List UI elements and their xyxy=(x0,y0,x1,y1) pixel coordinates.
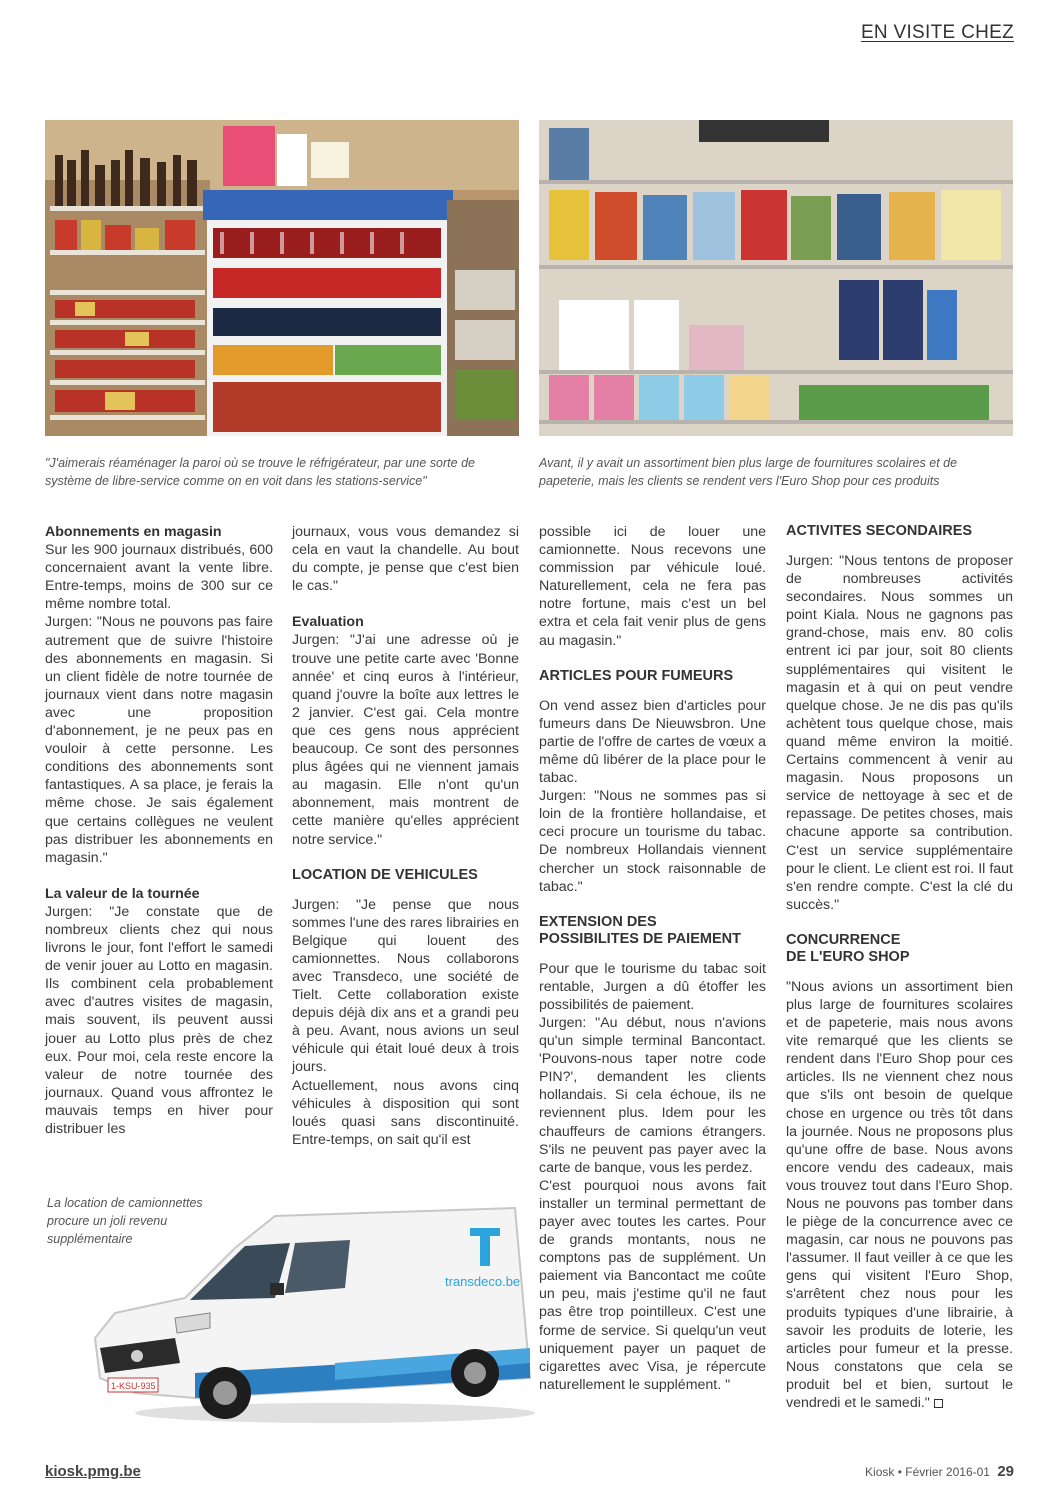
paragraph: Jurgen: "Je constate que de nombreux clients chez qui nous livrons le jour, font l'effort le samedi de venir jouer au Lotto en magasin. Ils combinent cela probablement avec d'autres visites de magasin, mais souvent, ils peuvent aussi jouer au Lotto plus près de chez eux. Pour moi, cela reste encore la valeur de notre tournée des journaux. Quand vous affrontez le mauvais temps en hiver pour distribuer les xyxy=(45,903,273,1137)
heading-extension-paiement: EXTENSION DES POSSIBILITES DE PAIEMENT xyxy=(539,913,741,947)
stationery-shelves-illustration xyxy=(539,120,1013,436)
subheading-abonnements: Abonnements en magasin xyxy=(45,524,222,540)
van-photo xyxy=(45,1180,521,1420)
paragraph: Jurgen: "Nous tentons de proposer de nombreuses activités secondaires. Nous sommes un point Kiala. Nous ne gagnons pas grand-chose, mais env. 80 colis entrent ici par jour, soit 80 clients supplémentaires qui visitent le magasin et à qui on peut vendre quelque chose. Je ne dis pas qu'ils achètent tous quelque chose, mais quand même environ la moitié. Certains commencent à venir au magasin. Nous proposons un service de nettoyage à sec et de repassage. De petites choses, mais chacune apporte sa contribution. C'est un service supplémentaire pour le client. Le client est roi. Il faut s'en rendre compte. C'est la clé du succès." xyxy=(786,553,1013,913)
paragraph: Pour que le tourisme du tabac soit rentable, Jurgen a dû étoffer les possibilités de paiement. xyxy=(539,960,766,1013)
article-column-2 xyxy=(292,523,519,1149)
paragraph: Sur les 900 journaux distribués, 600 concernaient avant la vente libre. Entre-temps, moins de 300 sur ce même nombre total. xyxy=(45,542,273,613)
article-column-3 xyxy=(539,523,766,1394)
paragraph: Jurgen: "Je pense que nous sommes l'une des rares librairies en Belgique qui louent des camionnettes. Nous collaborons avec Transdeco, une société de Tielt. Cette collaboration existe depuis déjà dix ans et a grandi peu à peu. Avant, nous avions un seul véhicule qui était loué deux à trois jours. xyxy=(292,896,519,1076)
paragraph: Jurgen: "Nous ne pouvons pas faire autrement que de suivre l'histoire des abonnements en magasin. Si un client fidèle de notre tournée de journaux vient dans notre magasin avec une proposition d'abonnement, je ne peux pas en vouloir à cette personne. Les conditions des abonnements sont fantastiques. A sa place, je ferais la même chose. Je sais également que certains collègues ne veulent pas distribuer les abonnements en magasin." xyxy=(45,614,273,866)
heading-concurrence-euro-shop: CONCURRENCE DE L'EURO SHOP xyxy=(786,931,910,965)
paragraph: Jurgen: "J'ai une adresse où je trouve une petite carte avec 'Bonne année' et cinq euros à l'intérieur, quand j'ouvre la boîte aux lettres le 2 janvier. C'est gai. Cela montre que ces gens nous apprécient beaucoup. Ce sont des personnes plus âgées qui ne viennent jamais au magasin. Elle n'ont qu'un abonnement, mais montrent de cette manière qu'elles apprécient notre service." xyxy=(292,632,519,848)
paragraph: possible ici de louer une camionnette. Nous recevons une commission par véhicule loué. Naturellement, cela ne fera pas notre fortune, mais c'est un bel extra et cela fait venir plus de gens au magasin." xyxy=(539,524,766,649)
paragraph: Jurgen: "Nous ne sommes pas si loin de la frontière hollandaise, et ceci procure un tourisme du tabac. De nombreux Hollandais viennent chercher un stock raisonnable de tabac." xyxy=(539,788,766,895)
subheading-valeur-tournee: La valeur de la tournée xyxy=(45,885,200,902)
paragraph: journaux, vous vous demandez si cela en vaut la chandelle. Au bout du compte, je pense que c'est bien le cas." xyxy=(292,524,519,595)
issue-label: Kiosk • Février 2016-01 xyxy=(865,1465,990,1479)
footer-website-link[interactable]: kiosk.pmg.be xyxy=(45,1463,141,1480)
van-plate-text: 1-KSU-935 xyxy=(111,1381,156,1391)
article-column-1 xyxy=(45,523,273,1138)
paragraph: On vend assez bien d'articles pour fumeurs dans De Nieuwsbron. Une partie de l'offre de cartes de vœux a même dû libérer de la place pour le tabac. xyxy=(539,697,766,787)
shop-refrigerator-illustration xyxy=(45,120,519,436)
article-column-4 xyxy=(786,523,1013,1412)
van-brand-text: transdeco.be xyxy=(445,1274,521,1289)
end-of-article-mark xyxy=(934,1399,943,1408)
footer-issue-info xyxy=(865,1463,1014,1480)
section-label: EN VISITE CHEZ xyxy=(860,22,1014,43)
right-photo-caption: Avant, il y avait un assortiment bien plus large de fournitures scolaires et de papeterie, mais les clients se rendent vers l'Euro Shop pour ces produits xyxy=(539,456,958,488)
subheading-evaluation: Evaluation xyxy=(292,614,364,631)
stationery-shelves-photo xyxy=(539,120,1013,436)
shop-refrigerator-photo xyxy=(45,120,519,436)
heading-articles-fumeurs: ARTICLES POUR FUMEURS xyxy=(539,667,734,684)
heading-activites-secondaires: ACTIVITES SECONDAIRES xyxy=(786,523,973,539)
paragraph: C'est pourquoi nous avons fait installer un terminal permettant de payer avec toutes les cartes. Pour de grands montants, nous ne comptons pas de supplément. Un paiement via Bancontact me coûte un peu, mais j'estime qu'il ne faut pas être trop pointilleux. C'est une forme de service. Si quelqu'un veut uniquement payer un paquet de cigarettes avec Visa, je répercute naturellement le supplément. " xyxy=(539,1177,766,1393)
paragraph: Jurgen: "Au début, nous n'avions qu'un simple terminal Bancontact. 'Pouvons-nous taper notre code PIN?', demandent les clients hollandais. Si cela échoue, ils ne reviennent plus. Idem pour les chauffeurs de camions étrangers. S'ils ne peuvent pas payer avec la carte de banque, vous les perdez. xyxy=(539,1014,766,1176)
paragraph: "Nous avions un assortiment bien plus large de fournitures scolaires et de papeterie, mais nous avons vite remarqué que les clients se rendent dans l'Euro Shop pour ces articles. Ils ne viennent chez nous que s'ils ont besoin de quelque chose en urgence ou très tôt dans la journée. Nous ne proposons plus qu'une offre de base. Nous avons encore vendu des cadeaux, mais vous trouvez tout dans l'Euro Shop. Nous ne pouvons pas tomber dans le piège de la concurrence avec ce magasin, car nous ne pouvons pas l'assumer. Il faut veiller à ce que les gens qui visitent l'Euro Shop, s'arrêtent chez nous pour les produits typiques d'une librairie, à savoir les produits de loterie, les articles pour fumeur et la presse. Nous constatons que cela se produit bel et bien, surtout le vendredi et le samedi." xyxy=(786,978,1013,1412)
page-number: 29 xyxy=(997,1463,1014,1480)
van-caption: La location de camionnettes procure un joli revenu supplémentaire xyxy=(47,1196,203,1246)
heading-location-vehicules: LOCATION DE VEHICULES xyxy=(292,866,478,883)
left-photo-caption: "J'aimerais réaménager la paroi où se trouve le réfrigérateur, par une sorte de système de libre-service comme on en voit dans les stations-service" xyxy=(45,456,475,488)
paragraph: Actuellement, nous avons cinq véhicules à disposition qui sont loués quasi sans discontinuité. Entre-temps, on sait qu'il est xyxy=(292,1077,519,1148)
